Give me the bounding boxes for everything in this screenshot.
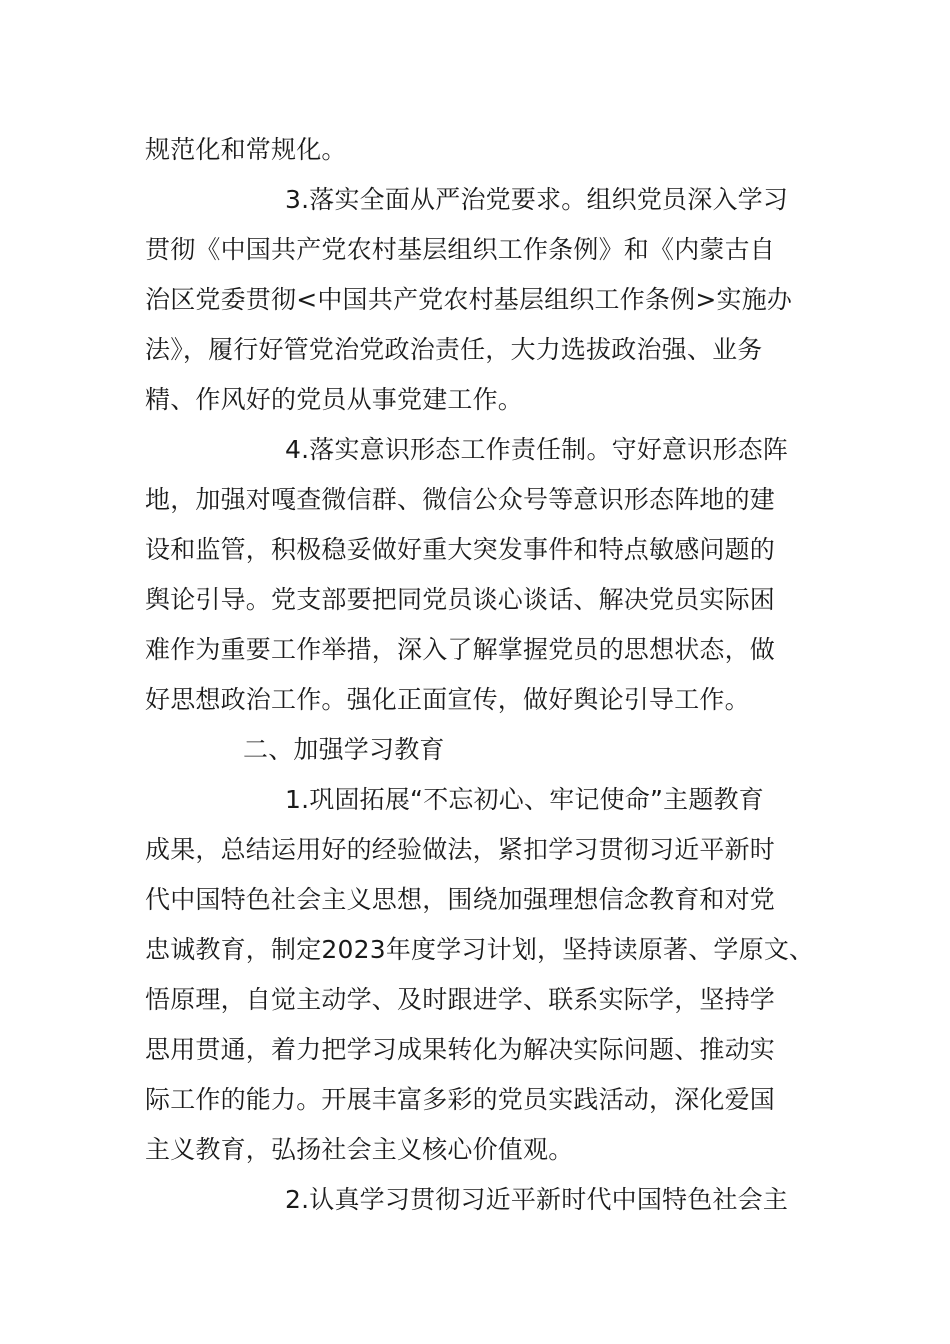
text-line: 难作为重要工作举措，深入了解掌握党员的思想状态，做 — [145, 635, 776, 664]
text-line: 思用贯通，着力把学习成果转化为解决实际问题、推动实 — [145, 1035, 776, 1064]
text-line: 治区党委贯彻<中国共产党农村基层组织工作条例>实施办 — [145, 285, 793, 314]
text-line: 际工作的能力。开展丰富多彩的党员实践活动，深化爱国 — [145, 1085, 776, 1114]
text-line: 1.巩固拓展“不忘初心、牢记使命”主题教育 — [285, 785, 764, 814]
text-line: 2.认真学习贯彻习近平新时代中国特色社会主 — [285, 1185, 789, 1214]
text-line: 舆论引导。党支部要把同党员谈心谈话、解决党员实际困 — [145, 585, 776, 614]
text-line: 地，加强对嘎查微信群、微信公众号等意识形态阵地的建 — [145, 485, 776, 514]
text-line: 好思想政治工作。强化正面宣传，做好舆论引导工作。 — [145, 685, 750, 714]
text-line: 精、作风好的党员从事党建工作。 — [145, 385, 524, 414]
text-line: 贯彻《中国共产党农村基层组织工作条例》和《内蒙古自 — [145, 235, 776, 264]
text-line: 3.落实全面从严治党要求。组织党员深入学习 — [285, 185, 789, 214]
text-line: 悟原理，自觉主动学、及时跟进学、联系实际学，坚持学 — [145, 985, 776, 1014]
text-line: 4.落实意识形态工作责任制。守好意识形态阵 — [285, 435, 789, 464]
section-heading: 二、加强学习教育 — [243, 735, 445, 764]
text-line: 设和监管，积极稳妥做好重大突发事件和特点敏感问题的 — [145, 535, 776, 564]
text-line: 规范化和常规化。 — [145, 135, 347, 164]
text-line: 主义教育，弘扬社会主义核心价值观。 — [145, 1135, 574, 1164]
text-line: 代中国特色社会主义思想，围绕加强理想信念教育和对党 — [145, 885, 776, 914]
text-line: 成果，总结运用好的经验做法，紧扣学习贯彻习近平新时 — [145, 835, 776, 864]
text-line: 法》，履行好管党治党政治责任，大力选拔政治强、业务 — [145, 335, 763, 364]
text-line: 忠诚教育，制定2023年度学习计划，坚持读原著、学原文、 — [145, 935, 815, 964]
